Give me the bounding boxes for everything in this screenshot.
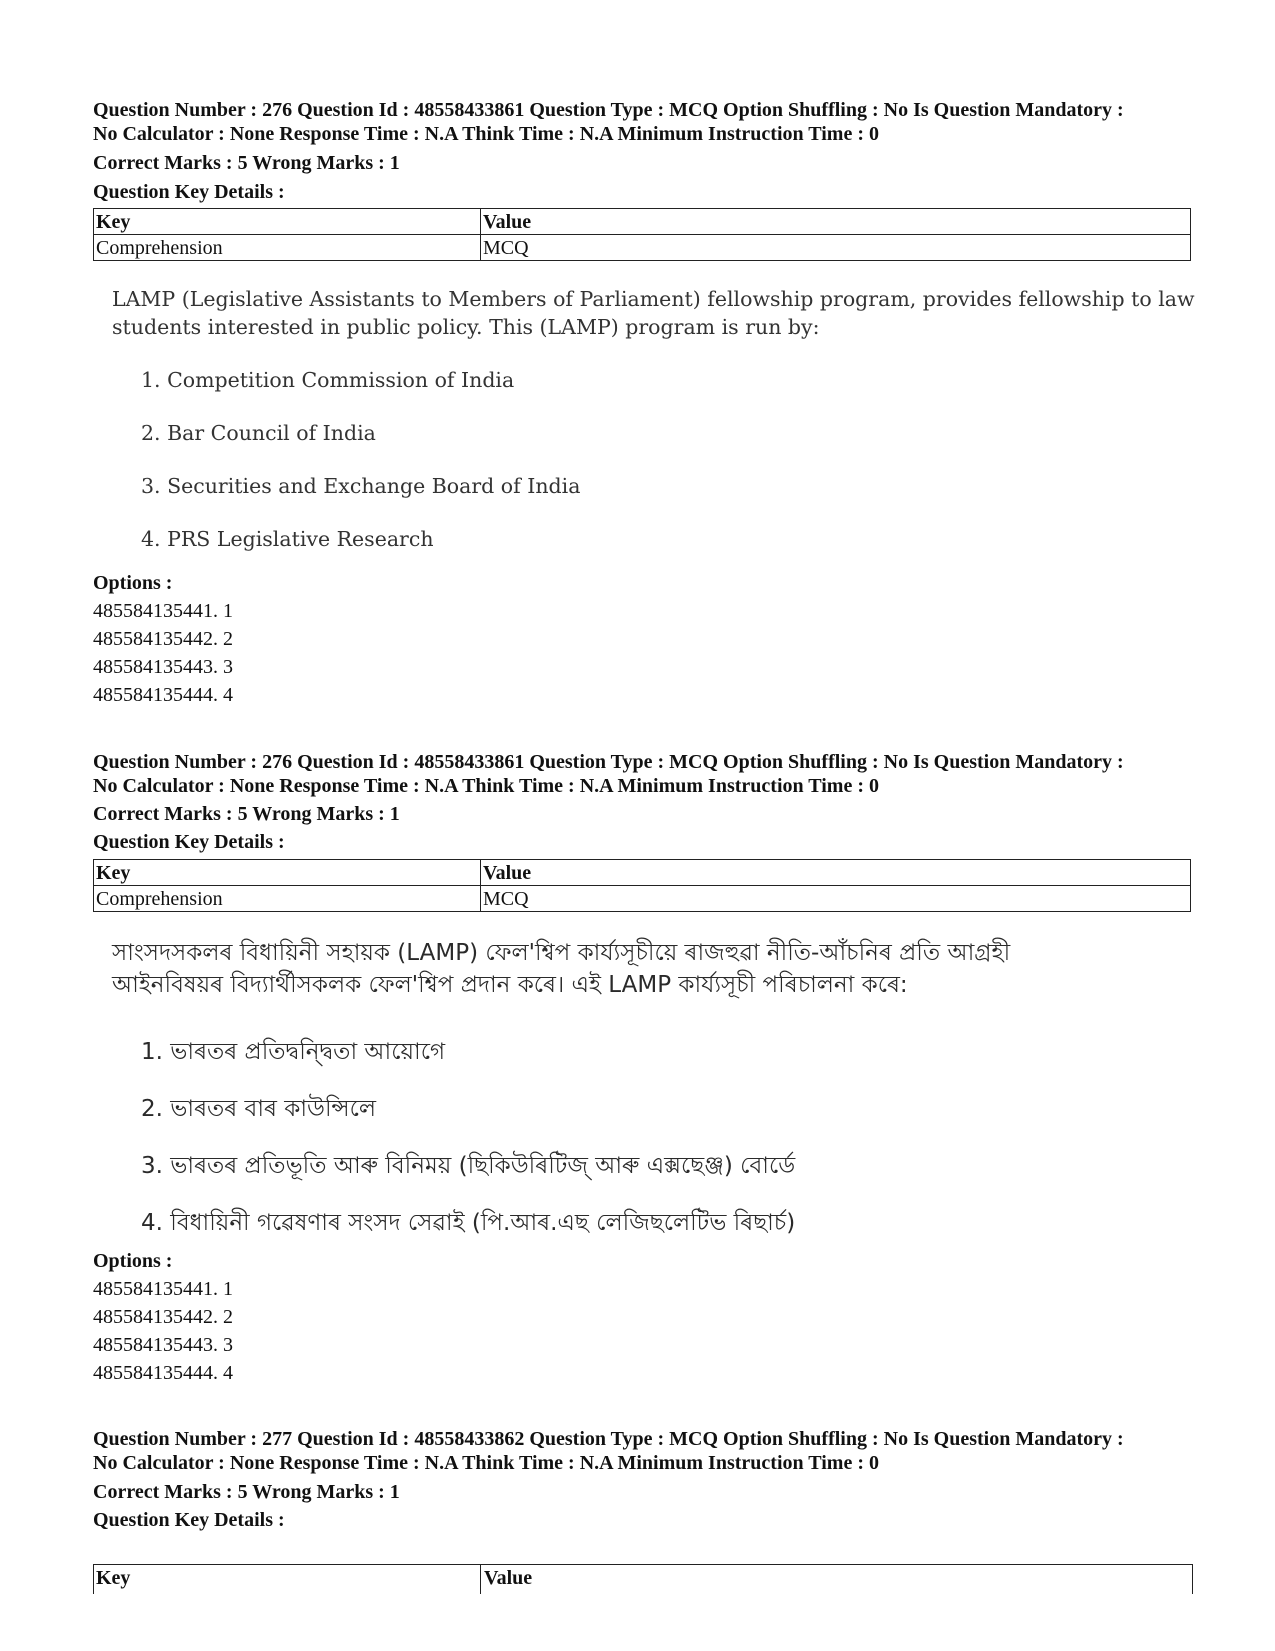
question-stem-line: সাংসদসকলৰ বিধায়িনী সহায়ক (LAMP) ফেল'শ্বিপ কাৰ্য্যসূচীয়ে ৰাজহুৱা নীতি-আঁচনিৰ প্ৰতি আগ্ৰহী xyxy=(112,940,1011,966)
key-cell: Comprehension xyxy=(94,235,481,261)
key-header: Key xyxy=(94,860,481,886)
key-details-label: Question Key Details : xyxy=(93,1509,285,1531)
value-cell: MCQ xyxy=(481,235,1191,261)
marks-line: Correct Marks : 5 Wrong Marks : 1 xyxy=(93,1481,400,1503)
list-item: 3. Securities and Exchange Board of India xyxy=(141,474,581,498)
option-item: 485584135441. 1 xyxy=(93,600,233,622)
value-header: Value xyxy=(481,860,1191,886)
question-meta-line: Question Number : 276 Question Id : 48558433861 Question Type : MCQ Option Shuffling : No Is Question Mandatory : xyxy=(93,751,1124,773)
value-cell: MCQ xyxy=(481,886,1191,912)
key-details-table xyxy=(93,859,1191,912)
question-image-english xyxy=(93,282,1195,552)
question-image-assamese xyxy=(93,935,1191,1235)
table-row xyxy=(94,235,1191,261)
list-item: 4. PRS Legislative Research xyxy=(141,527,434,551)
value-header: Value xyxy=(484,1567,533,1589)
option-item: 485584135441. 1 xyxy=(93,1278,233,1300)
marks-line: Correct Marks : 5 Wrong Marks : 1 xyxy=(93,803,400,825)
option-item: 485584135443. 3 xyxy=(93,1334,233,1356)
option-item: 485584135444. 4 xyxy=(93,1362,233,1384)
key-details-table xyxy=(93,1564,1193,1594)
value-header: Value xyxy=(481,209,1191,235)
key-header: Key xyxy=(96,1567,131,1589)
key-details-label: Question Key Details : xyxy=(93,831,285,853)
question-meta-line: No Calculator : None Response Time : N.A Think Time : N.A Minimum Instruction Time : 0 xyxy=(93,123,879,145)
key-header: Key xyxy=(94,209,481,235)
table-divider xyxy=(480,1565,481,1594)
key-cell: Comprehension xyxy=(94,886,481,912)
key-details-table xyxy=(93,208,1191,261)
list-item: 1. Competition Commission of India xyxy=(141,368,515,392)
marks-line: Correct Marks : 5 Wrong Marks : 1 xyxy=(93,152,400,174)
key-details-label: Question Key Details : xyxy=(93,181,285,203)
question-meta-line: No Calculator : None Response Time : N.A Think Time : N.A Minimum Instruction Time : 0 xyxy=(93,1452,879,1474)
question-meta-line: Question Number : 276 Question Id : 48558433861 Question Type : MCQ Option Shuffling : No Is Question Mandatory : xyxy=(93,99,1124,121)
option-item: 485584135442. 2 xyxy=(93,628,233,650)
question-meta-line: No Calculator : None Response Time : N.A Think Time : N.A Minimum Instruction Time : 0 xyxy=(93,775,879,797)
question-stem-line: students interested in public policy. This (LAMP) program is run by: xyxy=(112,315,820,339)
list-item: 4. বিধায়িনী গৱেষণাৰ সংসদ সেৱাই (পি.আৰ.এছ লেজিছলেটিভ ৰিছাৰ্চ) xyxy=(141,1210,796,1236)
table-header-row xyxy=(94,860,1191,886)
list-item: 3. ভাৰতৰ প্ৰতিভূতি আৰু বিনিময় (ছিকিউৰিটিজ্ আৰু এক্সছেঞ্জ) বোৰ্ডে xyxy=(141,1153,796,1179)
options-label: Options : xyxy=(93,1250,173,1272)
table-header-row xyxy=(94,209,1191,235)
option-item: 485584135443. 3 xyxy=(93,656,233,678)
list-item: 1. ভাৰতৰ প্ৰতিদ্বন্দ্বিতা আয়োগে xyxy=(141,1039,446,1065)
options-label: Options : xyxy=(93,572,173,594)
list-item: 2. Bar Council of India xyxy=(141,421,376,445)
option-item: 485584135442. 2 xyxy=(93,1306,233,1328)
option-item: 485584135444. 4 xyxy=(93,684,233,706)
question-stem-line: LAMP (Legislative Assistants to Members of Parliament) fellowship program, provides fellowship to law xyxy=(112,287,1195,311)
question-stem-line: আইনবিষয়ৰ বিদ্যাৰ্থীসকলক ফেল'শ্বিপ প্ৰদান কৰে। এই LAMP কাৰ্য্যসূচী পৰিচালনা কৰে: xyxy=(112,972,908,998)
question-meta-line: Question Number : 277 Question Id : 48558433862 Question Type : MCQ Option Shuffling : No Is Question Mandatory : xyxy=(93,1428,1124,1450)
table-row xyxy=(94,886,1191,912)
list-item: 2. ভাৰতৰ বাৰ কাউন্সিলে xyxy=(141,1096,376,1122)
